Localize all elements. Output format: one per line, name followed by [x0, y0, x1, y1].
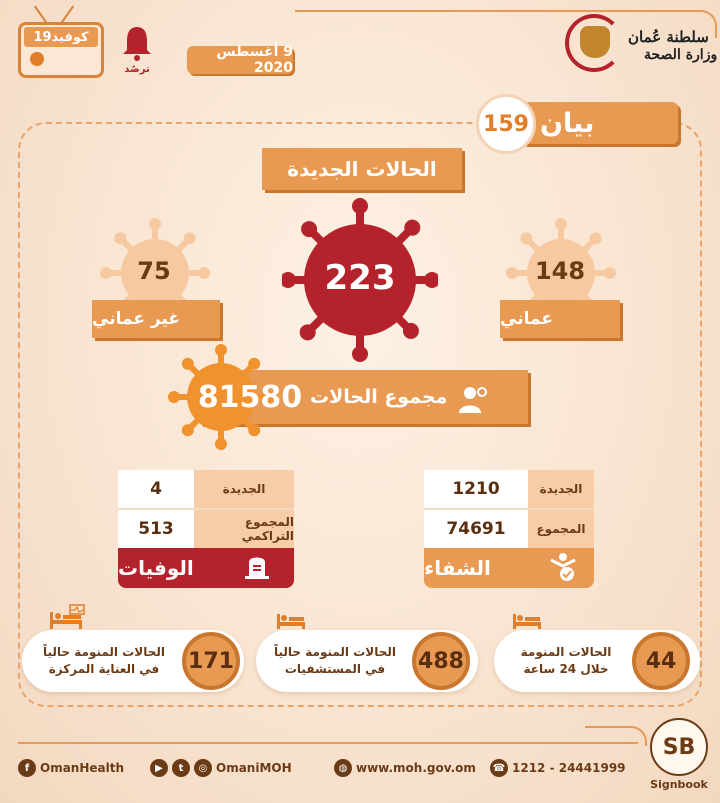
- deaths-total-label: المجموع التراكمي: [194, 510, 294, 548]
- footer-curve: [585, 726, 647, 746]
- deaths-new-row: [118, 470, 294, 510]
- recovered-person-icon: [548, 552, 578, 582]
- twitter-icon: t: [172, 759, 190, 777]
- hospital-wards-label: [262, 644, 408, 678]
- signbook-logo: SB: [650, 718, 708, 776]
- deaths-total-value: 513: [118, 510, 194, 548]
- footer-social[interactable]: [150, 758, 292, 778]
- footer-website[interactable]: [334, 758, 476, 778]
- instagram-icon: ◎: [194, 759, 212, 777]
- icu-bed-icon: [48, 604, 88, 630]
- bell-icon: [120, 24, 154, 62]
- deaths-new-value: 4: [118, 470, 194, 508]
- date-badge: 9 أغسطس 2020: [187, 46, 293, 74]
- hospital-24h-line2: خلال 24 ساعة: [523, 662, 609, 676]
- bed-icon: [512, 612, 542, 630]
- statement-number: 159: [476, 94, 536, 154]
- total-cases-label: مجموع الحالات: [310, 386, 448, 408]
- virus-icon: [30, 52, 44, 66]
- youtube-icon: ▶: [150, 759, 168, 777]
- recovery-total-row: [424, 510, 594, 548]
- footer-line: [18, 742, 638, 744]
- bed-icon: [276, 612, 306, 630]
- oman-emblem-icon: [580, 26, 610, 58]
- omani-cases-value: 148: [534, 257, 586, 285]
- hospital-icu-line2: في العناية المركزة: [48, 662, 160, 676]
- hospital-wards-value: 488: [412, 632, 470, 690]
- footer-health[interactable]: [18, 758, 124, 778]
- signbook-label: Signbook: [650, 778, 708, 791]
- recovery-title: الشفاء: [424, 556, 491, 580]
- covid-label: كوفيد19: [24, 27, 98, 47]
- recovery-new-value: 1210: [424, 470, 528, 508]
- hospital-icu-value: 171: [182, 632, 240, 690]
- recovery-new-row: [424, 470, 594, 510]
- deaths-title: الوفيات: [118, 556, 194, 580]
- hospital-24h-line1: الحالات المنومة: [520, 645, 612, 659]
- hospital-24h-label: [506, 644, 626, 678]
- ministry-name-line2: وزارة الصحة: [644, 47, 718, 63]
- recovery-total-value: 74691: [424, 510, 528, 548]
- footer-health-text: OmanHealth: [40, 761, 125, 775]
- deaths-new-label: الجديدة: [194, 470, 294, 508]
- recovery-new-label: الجديدة: [528, 470, 594, 508]
- non-omani-cases-label: غير عماني: [92, 300, 220, 338]
- omani-cases-label: عماني: [500, 300, 620, 338]
- ministry-name-line1: سلطنة عُمان: [628, 28, 709, 46]
- hospital-wards-line1: الحالات المنومة حالياً: [274, 645, 396, 659]
- hospital-24h-value: 44: [632, 632, 690, 690]
- new-cases-total: 223: [324, 258, 396, 298]
- footer-website-text: www.moh.gov.om: [356, 761, 476, 775]
- footer-phone-text: 1212 - 24441999: [512, 761, 626, 775]
- recovery-total-label: المجموع: [528, 510, 594, 548]
- person-virus-icon: [458, 384, 488, 414]
- hospital-wards-line2: في المستشفيات: [284, 662, 386, 676]
- facebook-icon: f: [18, 759, 36, 777]
- hospital-icu-line1: الحالات المنومة حالياً: [43, 645, 165, 659]
- phone-icon: ☎: [490, 759, 508, 777]
- footer-phone: [490, 758, 626, 778]
- statement-label: بيان: [540, 107, 595, 139]
- hospital-icu-label: [30, 644, 178, 678]
- monitor-label: ترصُد: [124, 64, 150, 75]
- non-omani-cases-value: 75: [137, 257, 171, 285]
- deaths-total-row: [118, 510, 294, 548]
- globe-icon: ◍: [334, 759, 352, 777]
- total-cases-value: 81580: [197, 379, 303, 415]
- footer-social-text: OmaniMOH: [216, 761, 292, 775]
- new-cases-title: الحالات الجديدة: [262, 148, 462, 190]
- tombstone-icon: [242, 552, 272, 580]
